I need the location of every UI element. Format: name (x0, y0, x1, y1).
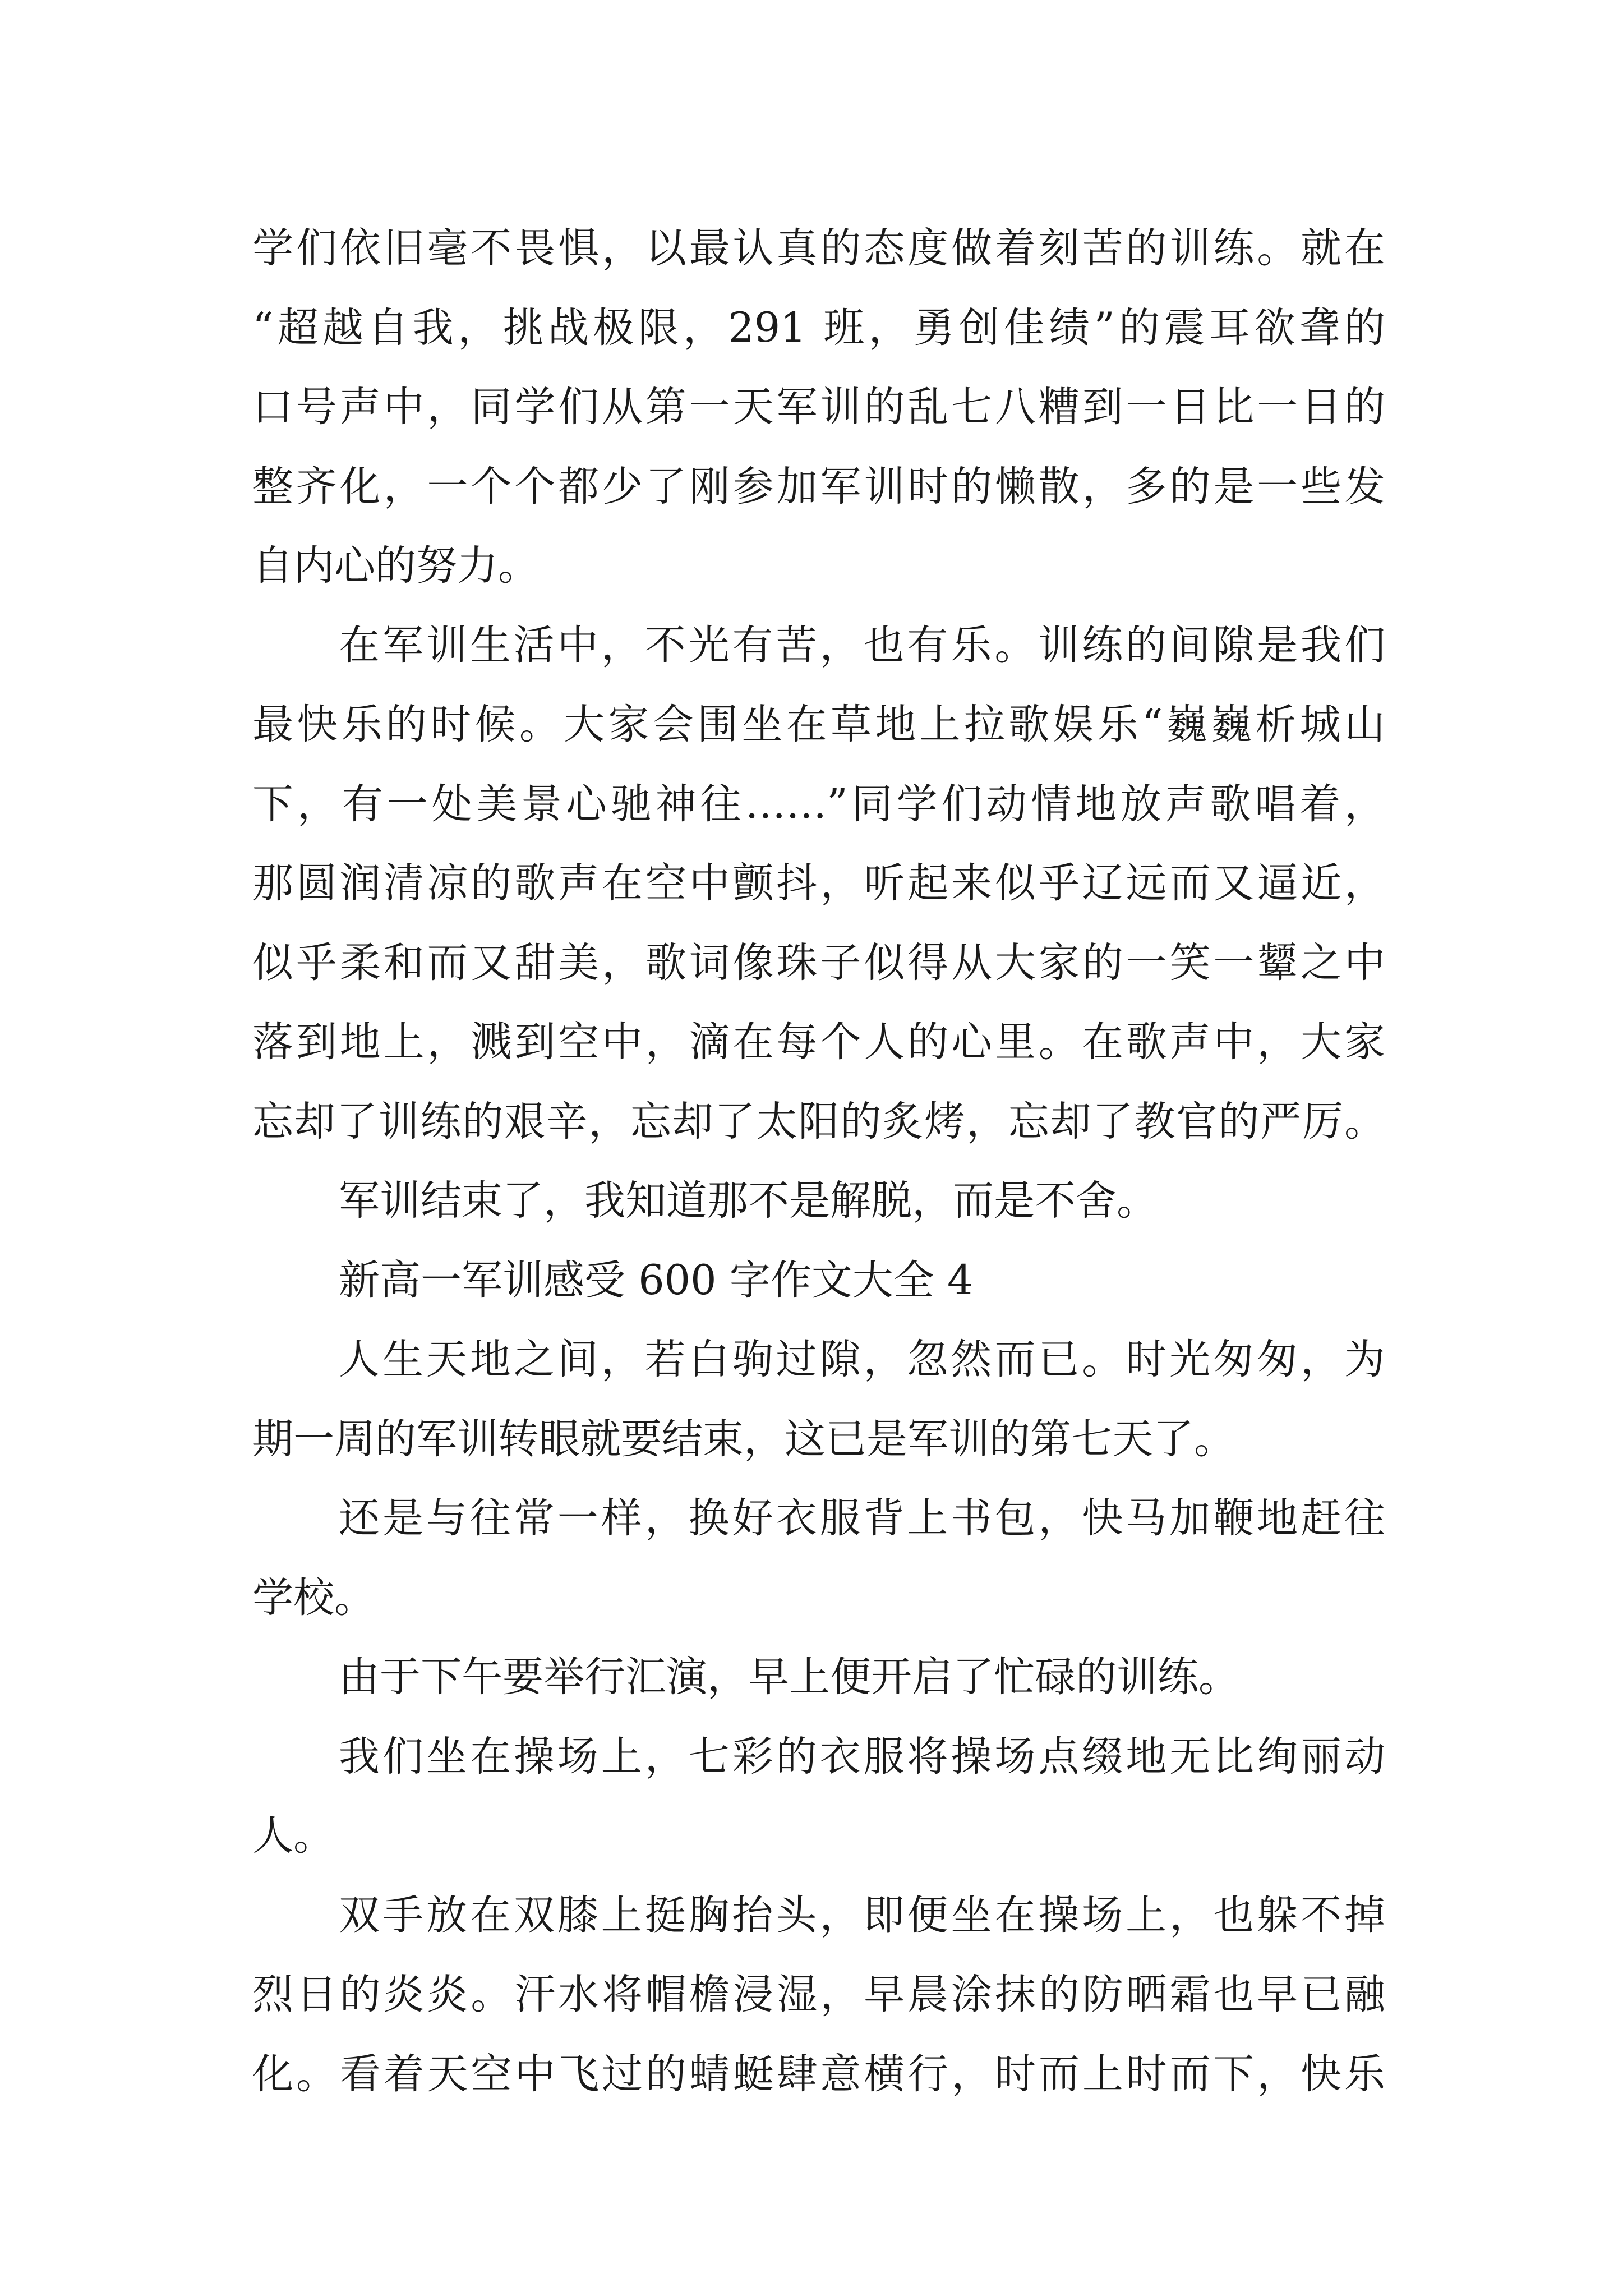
text-line: 军训结束了，我知道那不是解脱，而是不舍。 (339, 1177, 1158, 1225)
document-body (252, 209, 1385, 2114)
text-line: 双手放在双膝上挺胸抬头，即便坐在操场上，也躲不掉 (339, 1891, 1385, 1939)
text-line: 那圆润清凉的歌声在空中颤抖，听起来似乎辽远而又逼近， (252, 859, 1385, 907)
text-line: 落到地上，溅到空中，滴在每个人的心里。在歌声中，大家 (252, 1018, 1385, 1066)
text-line: 学们依旧毫不畏惧，以最认真的态度做着刻苦的训练。就在 (252, 224, 1385, 272)
text-line: 在军训生活中，不光有苦，也有乐。训练的间隙是我们 (339, 621, 1385, 669)
text-line: 还是与往常一样，换好衣服背上书包，快马加鞭地赶往 (339, 1494, 1385, 1542)
text-line: 整齐化，一个个都少了刚参加军训时的懒散，多的是一些发 (252, 462, 1385, 510)
text-line: 人。 (252, 1812, 334, 1860)
text-line: 忘却了训练的艰辛，忘却了太阳的炙烤，忘却了教官的严厉。 (252, 1097, 1385, 1145)
text-line: 最快乐的时候。大家会围坐在草地上拉歌娱乐“巍巍析城山 (252, 701, 1385, 748)
text-line: 人生天地之间，若白驹过隙，忽然而已。时光匆匆，为 (339, 1336, 1385, 1383)
text-line: 学校。 (252, 1573, 375, 1622)
text-line: 烈日的炎炎。汗水将帽檐浸湿，早晨涂抹的防晒霜也早已融 (252, 1971, 1385, 2018)
text-line: 期一周的军训转眼就要结束，这已是军训的第七天了。 (252, 1415, 1235, 1463)
text-line: 口号声中，同学们从第一天军训的乱七八糟到一日比一日的 (252, 383, 1385, 431)
text-line: 似乎柔和而又甜美，歌词像珠子似得从大家的一笑一颦之中 (252, 938, 1385, 987)
text-line: 自内心的努力。 (252, 542, 539, 590)
text-line: 我们坐在操场上，七彩的衣服将操场点缀地无比绚丽动 (339, 1732, 1385, 1780)
text-line: 化。看着天空中飞过的蜻蜓肆意横行，时而上时而下，快乐 (252, 2050, 1385, 2098)
text-line: 下，有一处美景心驰神往……”同学们动情地放声歌唱着， (252, 780, 1385, 828)
section-heading: 新高一军训感受 600 字作文大全 4 (339, 1256, 974, 1304)
text-line: 由于下午要举行汇演，早上便开启了忙碌的训练。 (339, 1653, 1239, 1701)
text-line: “超越自我，挑战极限，291 班，勇创佳绩”的震耳欲聋的 (252, 303, 1385, 352)
